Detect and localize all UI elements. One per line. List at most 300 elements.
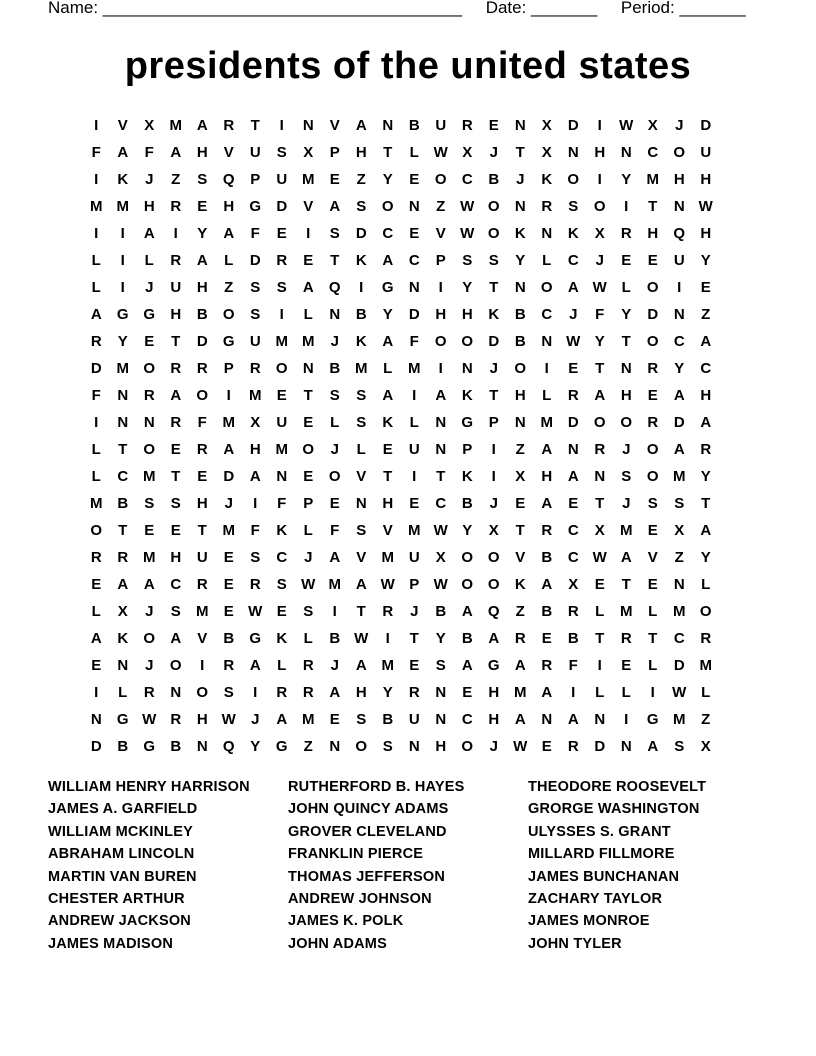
grid-letter[interactable]: H [196, 144, 208, 161]
grid-letter[interactable]: M [408, 522, 421, 539]
grid-letter[interactable]: Z [701, 306, 711, 323]
grid-letter[interactable]: Z [701, 711, 711, 728]
grid-letter[interactable]: R [541, 198, 553, 215]
grid-letter[interactable]: E [223, 603, 234, 620]
grid-letter[interactable]: X [117, 603, 128, 620]
grid-letter[interactable]: K [541, 171, 553, 188]
grid-letter[interactable]: J [145, 657, 154, 674]
grid-letter[interactable]: S [356, 198, 367, 215]
grid-letter[interactable]: U [276, 414, 288, 431]
grid-letter[interactable]: O [328, 468, 341, 485]
grid-letter[interactable]: V [356, 549, 367, 566]
grid-letter[interactable]: L [303, 522, 313, 539]
grid-letter[interactable]: C [567, 522, 579, 539]
grid-letter[interactable]: T [648, 630, 658, 647]
grid-letter[interactable]: S [356, 711, 367, 728]
grid-letter[interactable]: I [412, 387, 417, 404]
grid-letter[interactable]: N [143, 414, 155, 431]
grid-letter[interactable]: T [595, 360, 605, 377]
grid-letter[interactable]: L [224, 252, 234, 269]
grid-letter[interactable]: O [434, 171, 447, 188]
grid-letter[interactable]: S [382, 738, 393, 755]
grid-letter[interactable]: C [567, 252, 579, 269]
grid-letter[interactable]: Q [328, 279, 341, 296]
grid-letter[interactable]: A [196, 252, 208, 269]
grid-letter[interactable]: I [412, 468, 417, 485]
grid-letter[interactable]: W [301, 576, 316, 593]
grid-letter[interactable]: I [438, 279, 443, 296]
grid-letter[interactable]: L [91, 468, 101, 485]
grid-letter[interactable]: H [223, 198, 235, 215]
grid-letter[interactable]: E [91, 657, 102, 674]
grid-letter[interactable]: T [515, 522, 525, 539]
grid-letter[interactable]: L [118, 684, 128, 701]
grid-letter[interactable]: R [249, 360, 261, 377]
grid-letter[interactable]: R [620, 630, 632, 647]
grid-letter[interactable]: R [196, 441, 208, 458]
grid-letter[interactable]: P [303, 495, 314, 512]
grid-letter[interactable]: X [594, 225, 605, 242]
grid-letter[interactable]: E [647, 522, 658, 539]
grid-letter[interactable]: P [488, 414, 499, 431]
grid-letter[interactable]: F [409, 333, 419, 350]
grid-letter[interactable]: E [409, 495, 420, 512]
grid-letter[interactable]: O [593, 198, 606, 215]
grid-letter[interactable]: K [276, 630, 288, 647]
grid-letter[interactable]: R [567, 738, 579, 755]
grid-letter[interactable]: E [621, 657, 632, 674]
grid-letter[interactable]: P [223, 360, 234, 377]
grid-letter[interactable]: E [700, 279, 711, 296]
grid-letter[interactable]: M [169, 117, 182, 134]
grid-letter[interactable]: W [672, 684, 687, 701]
grid-letter[interactable]: H [594, 144, 606, 161]
grid-letter[interactable]: B [223, 630, 235, 647]
grid-letter[interactable]: R [223, 657, 235, 674]
grid-letter[interactable]: A [647, 738, 659, 755]
grid-letter[interactable]: J [330, 333, 339, 350]
grid-letter[interactable]: C [461, 711, 473, 728]
grid-letter[interactable]: A [620, 549, 632, 566]
grid-letter[interactable]: N [620, 144, 632, 161]
grid-letter[interactable]: B [408, 117, 420, 134]
grid-letter[interactable]: A [700, 522, 712, 539]
grid-letter[interactable]: L [595, 684, 605, 701]
grid-letter[interactable]: G [143, 306, 156, 323]
grid-letter[interactable]: A [541, 495, 553, 512]
grid-letter[interactable]: W [592, 549, 607, 566]
grid-letter[interactable]: O [514, 360, 527, 377]
grid-letter[interactable]: A [249, 657, 261, 674]
grid-letter[interactable]: N [90, 711, 102, 728]
grid-letter[interactable]: U [700, 144, 712, 161]
grid-letter[interactable]: B [514, 306, 526, 323]
grid-letter[interactable]: O [593, 414, 606, 431]
grid-letter[interactable]: F [250, 522, 260, 539]
grid-letter[interactable]: B [488, 171, 500, 188]
grid-letter[interactable]: B [541, 603, 553, 620]
grid-letter[interactable]: Y [515, 252, 526, 269]
grid-letter[interactable]: N [435, 711, 447, 728]
grid-letter[interactable]: X [515, 468, 526, 485]
grid-letter[interactable]: T [118, 522, 128, 539]
grid-letter[interactable]: R [382, 603, 394, 620]
grid-letter[interactable]: O [646, 279, 659, 296]
grid-letter[interactable]: Q [487, 603, 500, 620]
grid-letter[interactable]: Z [224, 279, 234, 296]
grid-letter[interactable]: T [621, 576, 631, 593]
grid-letter[interactable]: N [408, 738, 420, 755]
grid-letter[interactable]: B [355, 306, 367, 323]
grid-letter[interactable]: V [303, 198, 314, 215]
grid-letter[interactable]: R [170, 711, 182, 728]
grid-letter[interactable]: P [409, 576, 420, 593]
grid-letter[interactable]: J [145, 279, 154, 296]
grid-letter[interactable]: N [541, 711, 553, 728]
grid-letter[interactable]: N [514, 117, 526, 134]
grid-letter[interactable]: B [461, 630, 473, 647]
grid-letter[interactable]: Z [171, 171, 181, 188]
grid-letter[interactable]: E [382, 441, 393, 458]
grid-letter[interactable]: O [302, 441, 315, 458]
grid-letter[interactable]: Q [222, 738, 235, 755]
grid-letter[interactable]: T [436, 468, 446, 485]
grid-letter[interactable]: N [170, 684, 182, 701]
grid-letter[interactable]: M [328, 576, 341, 593]
grid-letter[interactable]: W [460, 198, 475, 215]
grid-letter[interactable]: B [567, 630, 579, 647]
grid-letter[interactable]: I [571, 684, 576, 701]
grid-letter[interactable]: W [433, 144, 448, 161]
grid-letter[interactable]: S [674, 738, 685, 755]
grid-letter[interactable]: J [145, 603, 154, 620]
grid-letter[interactable]: O [487, 549, 500, 566]
grid-letter[interactable]: N [355, 495, 367, 512]
grid-letter[interactable]: R [647, 414, 659, 431]
grid-letter[interactable]: S [674, 495, 685, 512]
grid-letter[interactable]: I [438, 360, 443, 377]
grid-letter[interactable]: N [514, 414, 526, 431]
grid-letter[interactable]: O [461, 738, 474, 755]
grid-letter[interactable]: M [673, 603, 686, 620]
grid-letter[interactable]: H [382, 495, 394, 512]
grid-letter[interactable]: M [355, 360, 368, 377]
grid-letter[interactable]: U [249, 333, 261, 350]
grid-letter[interactable]: X [700, 738, 711, 755]
grid-letter[interactable]: R [90, 333, 102, 350]
grid-letter[interactable]: L [277, 657, 287, 674]
grid-letter[interactable]: O [487, 576, 500, 593]
grid-letter[interactable]: Y [117, 333, 128, 350]
grid-letter[interactable]: Y [462, 522, 473, 539]
grid-letter[interactable]: V [197, 630, 208, 647]
grid-letter[interactable]: S [621, 468, 632, 485]
grid-letter[interactable]: P [462, 441, 473, 458]
grid-letter[interactable]: K [567, 225, 579, 242]
grid-letter[interactable]: J [410, 603, 419, 620]
grid-letter[interactable]: X [435, 549, 446, 566]
grid-letter[interactable]: M [90, 198, 103, 215]
grid-letter[interactable]: E [276, 225, 287, 242]
grid-letter[interactable]: I [597, 171, 602, 188]
grid-letter[interactable]: G [275, 738, 288, 755]
grid-letter[interactable]: A [514, 711, 526, 728]
grid-letter[interactable]: S [435, 657, 446, 674]
grid-letter[interactable]: Y [621, 171, 632, 188]
grid-letter[interactable]: I [624, 198, 629, 215]
grid-letter[interactable]: H [700, 171, 712, 188]
grid-letter[interactable]: R [170, 198, 182, 215]
grid-letter[interactable]: A [196, 117, 208, 134]
grid-letter[interactable]: N [514, 198, 526, 215]
grid-letter[interactable]: Y [700, 252, 711, 269]
grid-letter[interactable]: O [461, 576, 474, 593]
grid-letter[interactable]: I [385, 630, 390, 647]
grid-letter[interactable]: N [541, 333, 553, 350]
grid-letter[interactable]: G [646, 711, 659, 728]
grid-letter[interactable]: T [171, 468, 181, 485]
grid-letter[interactable]: O [461, 549, 474, 566]
grid-letter[interactable]: L [409, 414, 419, 431]
grid-letter[interactable]: I [624, 711, 629, 728]
grid-letter[interactable]: A [170, 144, 182, 161]
grid-letter[interactable]: Y [700, 549, 711, 566]
grid-letter[interactable]: F [91, 387, 101, 404]
grid-letter[interactable]: C [276, 549, 288, 566]
grid-letter[interactable]: N [567, 144, 579, 161]
grid-letter[interactable]: T [330, 252, 340, 269]
grid-letter[interactable]: P [329, 144, 340, 161]
grid-letter[interactable]: O [143, 360, 156, 377]
grid-letter[interactable]: U [435, 117, 447, 134]
grid-letter[interactable]: M [673, 711, 686, 728]
grid-letter[interactable]: H [355, 144, 367, 161]
grid-letter[interactable]: G [249, 630, 262, 647]
grid-letter[interactable]: L [383, 360, 393, 377]
grid-letter[interactable]: J [622, 495, 631, 512]
grid-letter[interactable]: J [489, 738, 498, 755]
grid-letter[interactable]: A [514, 657, 526, 674]
grid-letter[interactable]: T [171, 333, 181, 350]
grid-letter[interactable]: W [513, 738, 528, 755]
grid-letter[interactable]: U [408, 549, 420, 566]
grid-letter[interactable]: O [673, 144, 686, 161]
grid-letter[interactable]: L [303, 306, 313, 323]
grid-letter[interactable]: A [90, 630, 102, 647]
grid-letter[interactable]: B [329, 630, 341, 647]
grid-letter[interactable]: C [461, 171, 473, 188]
grid-letter[interactable]: N [594, 468, 606, 485]
grid-letter[interactable]: M [196, 603, 209, 620]
grid-letter[interactable]: W [566, 333, 581, 350]
grid-letter[interactable]: S [276, 279, 287, 296]
grid-letter[interactable]: M [116, 360, 129, 377]
grid-letter[interactable]: A [223, 441, 235, 458]
grid-letter[interactable]: N [117, 387, 129, 404]
grid-letter[interactable]: E [329, 171, 340, 188]
grid-letter[interactable]: A [355, 576, 367, 593]
grid-letter[interactable]: Y [700, 468, 711, 485]
grid-letter[interactable]: O [434, 333, 447, 350]
grid-letter[interactable]: L [648, 603, 658, 620]
grid-letter[interactable]: A [329, 684, 341, 701]
grid-letter[interactable]: X [541, 117, 552, 134]
grid-letter[interactable]: J [675, 117, 684, 134]
grid-letter[interactable]: J [595, 252, 604, 269]
grid-letter[interactable]: R [514, 630, 526, 647]
grid-letter[interactable]: O [275, 360, 288, 377]
grid-letter[interactable]: E [329, 711, 340, 728]
grid-letter[interactable]: K [382, 414, 394, 431]
grid-letter[interactable]: Z [436, 198, 446, 215]
grid-letter[interactable]: S [329, 387, 340, 404]
grid-letter[interactable]: Y [197, 225, 208, 242]
grid-letter[interactable]: E [515, 495, 526, 512]
grid-letter[interactable]: R [647, 360, 659, 377]
grid-letter[interactable]: A [435, 387, 447, 404]
grid-letter[interactable]: S [329, 225, 340, 242]
grid-letter[interactable]: H [196, 711, 208, 728]
grid-letter[interactable]: A [329, 549, 341, 566]
grid-letter[interactable]: C [567, 549, 579, 566]
grid-letter[interactable]: V [223, 144, 234, 161]
grid-letter[interactable]: W [433, 576, 448, 593]
grid-letter[interactable]: B [541, 549, 553, 566]
grid-letter[interactable]: L [542, 387, 552, 404]
grid-letter[interactable]: D [90, 738, 102, 755]
grid-letter[interactable]: L [91, 279, 101, 296]
grid-letter[interactable]: M [143, 549, 156, 566]
grid-letter[interactable]: A [355, 657, 367, 674]
grid-letter[interactable]: A [382, 387, 394, 404]
grid-letter[interactable]: R [170, 360, 182, 377]
grid-letter[interactable]: F [595, 306, 605, 323]
grid-letter[interactable]: L [595, 603, 605, 620]
grid-letter[interactable]: E [303, 414, 314, 431]
grid-letter[interactable]: J [145, 171, 154, 188]
grid-letter[interactable]: D [276, 198, 288, 215]
grid-letter[interactable]: Y [674, 360, 685, 377]
grid-letter[interactable]: E [594, 576, 605, 593]
grid-letter[interactable]: G [116, 306, 129, 323]
grid-letter[interactable]: H [620, 387, 632, 404]
grid-letter[interactable]: S [647, 495, 658, 512]
grid-letter[interactable]: U [170, 279, 182, 296]
grid-letter[interactable]: A [488, 630, 500, 647]
grid-letter[interactable]: E [170, 441, 181, 458]
grid-letter[interactable]: R [541, 522, 553, 539]
grid-letter[interactable]: L [542, 252, 552, 269]
grid-letter[interactable]: I [491, 468, 496, 485]
grid-letter[interactable]: Y [621, 306, 632, 323]
grid-letter[interactable]: O [699, 603, 712, 620]
grid-letter[interactable]: H [355, 684, 367, 701]
grid-letter[interactable]: S [356, 387, 367, 404]
grid-letter[interactable]: S [356, 414, 367, 431]
grid-letter[interactable]: H [700, 225, 712, 242]
grid-letter[interactable]: N [329, 306, 341, 323]
grid-letter[interactable]: J [489, 360, 498, 377]
grid-letter[interactable]: V [382, 522, 393, 539]
grid-letter[interactable]: M [408, 360, 421, 377]
grid-letter[interactable]: M [275, 333, 288, 350]
grid-letter[interactable]: R [461, 117, 473, 134]
grid-letter[interactable]: I [120, 252, 125, 269]
grid-letter[interactable]: E [197, 198, 208, 215]
grid-letter[interactable]: O [196, 684, 209, 701]
grid-letter[interactable]: J [622, 441, 631, 458]
grid-letter[interactable]: C [673, 333, 685, 350]
grid-letter[interactable]: K [488, 306, 500, 323]
grid-letter[interactable]: O [143, 441, 156, 458]
grid-letter[interactable]: I [306, 225, 311, 242]
grid-letter[interactable]: N [117, 657, 129, 674]
grid-letter[interactable]: A [541, 441, 553, 458]
grid-letter[interactable]: C [700, 360, 712, 377]
grid-letter[interactable]: N [567, 441, 579, 458]
grid-letter[interactable]: O [540, 279, 553, 296]
grid-letter[interactable]: B [514, 333, 526, 350]
grid-letter[interactable]: C [673, 630, 685, 647]
grid-letter[interactable]: G [222, 333, 235, 350]
grid-letter[interactable]: K [355, 252, 367, 269]
grid-letter[interactable]: I [650, 684, 655, 701]
grid-letter[interactable]: A [594, 387, 606, 404]
grid-letter[interactable]: U [408, 711, 420, 728]
grid-letter[interactable]: T [595, 630, 605, 647]
grid-letter[interactable]: E [329, 495, 340, 512]
grid-letter[interactable]: H [196, 279, 208, 296]
grid-letter[interactable]: W [221, 711, 236, 728]
grid-letter[interactable]: W [248, 603, 263, 620]
grid-letter[interactable]: F [144, 144, 154, 161]
grid-letter[interactable]: A [461, 657, 473, 674]
grid-letter[interactable]: O [90, 522, 103, 539]
grid-letter[interactable]: C [382, 225, 394, 242]
grid-letter[interactable]: R [143, 684, 155, 701]
grid-letter[interactable]: B [461, 495, 473, 512]
grid-letter[interactable]: I [226, 387, 231, 404]
grid-letter[interactable]: R [223, 117, 235, 134]
grid-letter[interactable]: N [276, 468, 288, 485]
grid-letter[interactable]: A [541, 576, 553, 593]
grid-letter[interactable]: H [435, 306, 447, 323]
grid-letter[interactable]: Q [222, 171, 235, 188]
grid-letter[interactable]: I [173, 225, 178, 242]
grid-letter[interactable]: E [170, 522, 181, 539]
grid-letter[interactable]: I [597, 657, 602, 674]
grid-letter[interactable]: O [620, 414, 633, 431]
grid-letter[interactable]: H [170, 306, 182, 323]
grid-letter[interactable]: I [94, 117, 99, 134]
grid-letter[interactable]: L [144, 252, 154, 269]
grid-letter[interactable]: W [354, 630, 369, 647]
grid-letter[interactable]: S [303, 603, 314, 620]
grid-letter[interactable]: O [461, 333, 474, 350]
grid-letter[interactable]: N [435, 684, 447, 701]
grid-letter[interactable]: D [673, 657, 685, 674]
grid-letter[interactable]: M [540, 414, 553, 431]
grid-letter[interactable]: E [488, 117, 499, 134]
grid-letter[interactable]: T [409, 630, 419, 647]
grid-letter[interactable]: W [698, 198, 713, 215]
grid-letter[interactable]: M [673, 468, 686, 485]
grid-letter[interactable]: N [620, 738, 632, 755]
grid-letter[interactable]: L [91, 603, 101, 620]
grid-letter[interactable]: M [302, 711, 315, 728]
grid-letter[interactable]: S [250, 549, 261, 566]
grid-letter[interactable]: T [303, 387, 313, 404]
